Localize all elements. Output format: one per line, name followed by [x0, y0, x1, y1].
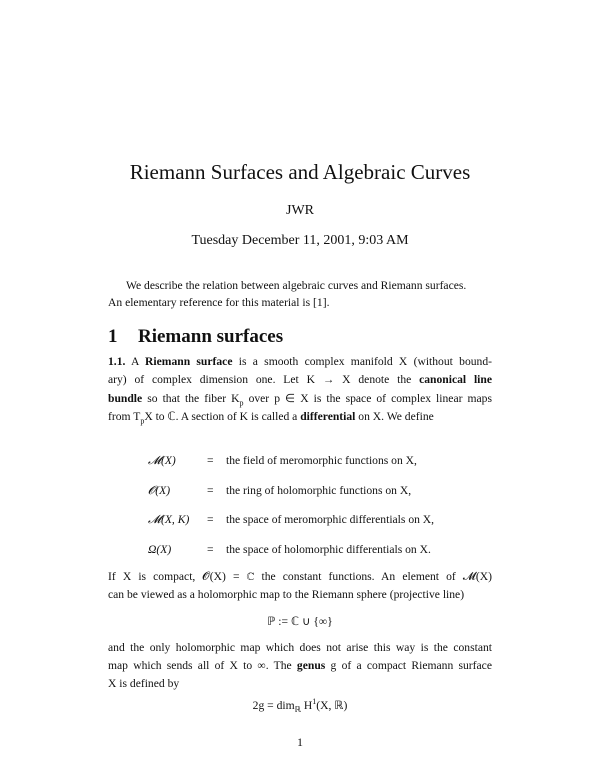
para3-line-3: X is defined by — [108, 677, 180, 690]
term-canonical-line: canonical line — [419, 373, 492, 386]
def-eq: = — [207, 513, 214, 526]
para1-line-1: 1.1. A Riemann surface is a smooth complex manifold X (without bound- — [108, 355, 492, 368]
abstract-line-2: An elementary reference for this material is [1]. — [108, 296, 330, 309]
author: JWR — [286, 203, 314, 218]
def-eq: = — [207, 484, 214, 497]
def-rhs-meromorphic-functions: the field of meromorphic functions on X, — [226, 454, 417, 467]
def-rhs-holomorphic-functions: the ring of holomorphic functions on X, — [226, 484, 412, 497]
para1-line-3: bundle so that the fiber $K_p$ over p ∈ X is the space of complex linear maps — [108, 392, 492, 408]
paper-title: Riemann Surfaces and Algebraic Curves — [129, 160, 471, 184]
page-number: 1 — [297, 735, 303, 749]
abstract — [108, 277, 492, 311]
para1-number: 1.1. — [108, 355, 126, 368]
def-rhs-meromorphic-differentials: the space of meromorphic differentials on X, — [226, 513, 435, 526]
para2-line-1: If X is compact, 𝓞(X) = ℂ the constant functions. An element of 𝓜(X) — [108, 570, 492, 583]
def-eq: = — [207, 454, 214, 467]
def-lhs-meromorphic-functions: 𝓜(X) — [148, 454, 176, 467]
para3-line-1: and the only holomorphic map which does not arise this way is the constant — [108, 641, 492, 654]
para3-line-2: map which sends all of X to ∞. The genus g of a compact Riemann surface — [108, 659, 492, 672]
section-number: 1 — [108, 326, 118, 347]
def-lhs-holomorphic-functions: 𝓞(X) — [148, 484, 171, 497]
section-title: Riemann surfaces — [138, 326, 284, 347]
display-equation-genus: 2g = dim$_ℝ$ $H^1(X$, ℝ) — [252, 697, 348, 715]
abstract-line-1: We describe the relation between algebraic curves and Riemann surfaces. — [126, 279, 467, 292]
def-rhs-holomorphic-differentials: the space of holomorphic differentials on X. — [226, 543, 431, 556]
def-eq: = — [207, 543, 214, 556]
def-lhs-meromorphic-differentials: 𝓜(X, K) — [148, 513, 190, 526]
term-genus: genus — [296, 659, 326, 672]
date: Tuesday December 11, 2001, 9:03 AM — [191, 233, 409, 248]
para1-line-2: ary) of complex dimension one. Let K → X denote the canonical line — [108, 373, 492, 386]
display-equation-riemann-sphere: ℙ := ℂ ∪ {∞} — [267, 615, 333, 628]
term-bundle: bundle — [108, 392, 143, 405]
term-riemann-surface: Riemann surface — [145, 355, 233, 368]
para2-line-2: can be viewed as a holomorphic map to the Riemann sphere (projective line) — [108, 588, 465, 601]
section-heading — [108, 326, 283, 348]
term-differential: differential — [300, 410, 356, 423]
para1-line-4: from $T_pX$ to ℂ. A section of K is called a differential on X. We define — [108, 410, 434, 426]
def-lhs-holomorphic-differentials: Ω(X) — [148, 543, 172, 556]
